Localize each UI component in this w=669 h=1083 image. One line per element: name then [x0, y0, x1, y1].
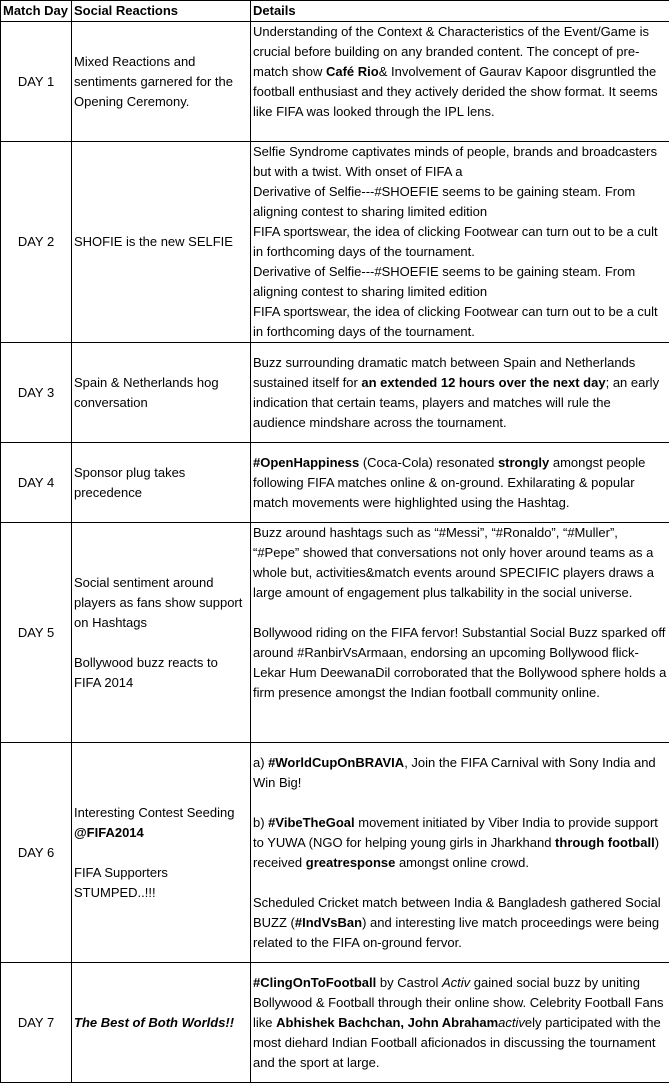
table-row	[1, 743, 669, 963]
table-row	[1, 443, 669, 523]
header-row	[1, 1, 669, 22]
details-cell: Buzz surrounding dramatic match between Spain and Netherlands sustained itself for an extended 12 hours over the next day; an early indication that certain teams, players and matches will rule the audience mindshare across the tournament.	[251, 343, 669, 443]
day-cell: DAY 4	[1, 443, 72, 523]
header-details: Details	[251, 1, 669, 22]
reaction-cell: The Best of Both Worlds!!	[72, 963, 251, 1083]
header-match-day: Match Day	[1, 1, 72, 22]
day-cell: DAY 7	[1, 963, 72, 1083]
reaction-cell: Mixed Reactions and sentiments garnered for the Opening Ceremony.	[72, 22, 251, 142]
day-cell: DAY 3	[1, 343, 72, 443]
table-row	[1, 523, 669, 743]
details-cell: Selfie Syndrome captivates minds of people, brands and broadcasters but with a twist. With onset of FIFA a Derivative of Selfie---#SHOEFIE seems to be gaining steam. From aligning contest to sharing limited edition FIFA sportswear, the idea of clicking Footwear can turn out to be a cult in forthcoming days of the tournament. Derivative of Selfie---#SHOEFIE seems to be gaining steam. From aligning contest to sharing limited edition FIFA sportswear, the idea of clicking Footwear can turn out to be a cult in forthcoming days of the tournament.	[251, 142, 669, 343]
details-cell: #OpenHappiness (Coca-Cola) resonated strongly amongst people following FIFA matches online & on-ground. Exhilarating & popular match movements were highlighted using the Hashtag.	[251, 443, 669, 523]
table-row	[1, 142, 669, 343]
table-row	[1, 22, 669, 142]
details-cell: a) #WorldCupOnBRAVIA, Join the FIFA Carnival with Sony India and Win Big! b) #VibeTheGoal movement initiated by Viber India to provide support to YUWA (NGO for helping young girls in Jharkhand through football) received greatresponse amongst online crowd. Scheduled Cricket match between India & Bangladesh gathered Social BUZZ (#IndVsBan) and interesting live match proceedings were being related to the FIFA on-ground fervor.	[251, 743, 669, 963]
details-cell: Buzz around hashtags such as “#Messi”, “#Ronaldo”, “#Muller”, “#Pepe” showed that conversations not only hover around teams as a whole but, activities&match events around SPECIFIC players draws a large amount of engagement plus talkability in the social universe. Bollywood riding on the FIFA fervor! Substantial Social Buzz sparked off around #RanbirVsArmaan, endorsing an upcoming Bollywood flick-Lekar Hum DeewanaDil corroborated that the Bollywood sphere holds a firm presence amongst the Indian football community online.	[251, 523, 669, 743]
day-cell: DAY 1	[1, 22, 72, 142]
reaction-cell: Social sentiment around players as fans show support on Hashtags Bollywood buzz reacts to FIFA 2014	[72, 523, 251, 743]
header-social-reactions: Social Reactions	[72, 1, 251, 22]
reaction-cell: Spain & Netherlands hog conversation	[72, 343, 251, 443]
reaction-cell: SHOFIE is the new SELFIE	[72, 142, 251, 343]
reaction-cell: Sponsor plug takes precedence	[72, 443, 251, 523]
day-cell: DAY 2	[1, 142, 72, 343]
table-row	[1, 963, 669, 1083]
reaction-cell: Interesting Contest Seeding @FIFA2014 FIFA Supporters STUMPED..!!!	[72, 743, 251, 963]
table-row	[1, 343, 669, 443]
day-cell: DAY 6	[1, 743, 72, 963]
details-cell: #ClingOnToFootball by Castrol Activ gained social buzz by uniting Bollywood & Football through their online show. Celebrity Football Fans like Abhishek Bachchan, John Abrahamactively participated with the most diehard Indian Football aficionados in discussing the tournament and the sport at large.	[251, 963, 669, 1083]
details-cell: Understanding of the Context & Characteristics of the Event/Game is crucial before building on any branded content. The concept of pre-match show Café Rio& Involvement of Gaurav Kapoor disgruntled the football enthusiast and they actively derided the show format. It seems like FIFA was looked through the IPL lens.	[251, 22, 669, 142]
day-cell: DAY 5	[1, 523, 72, 743]
